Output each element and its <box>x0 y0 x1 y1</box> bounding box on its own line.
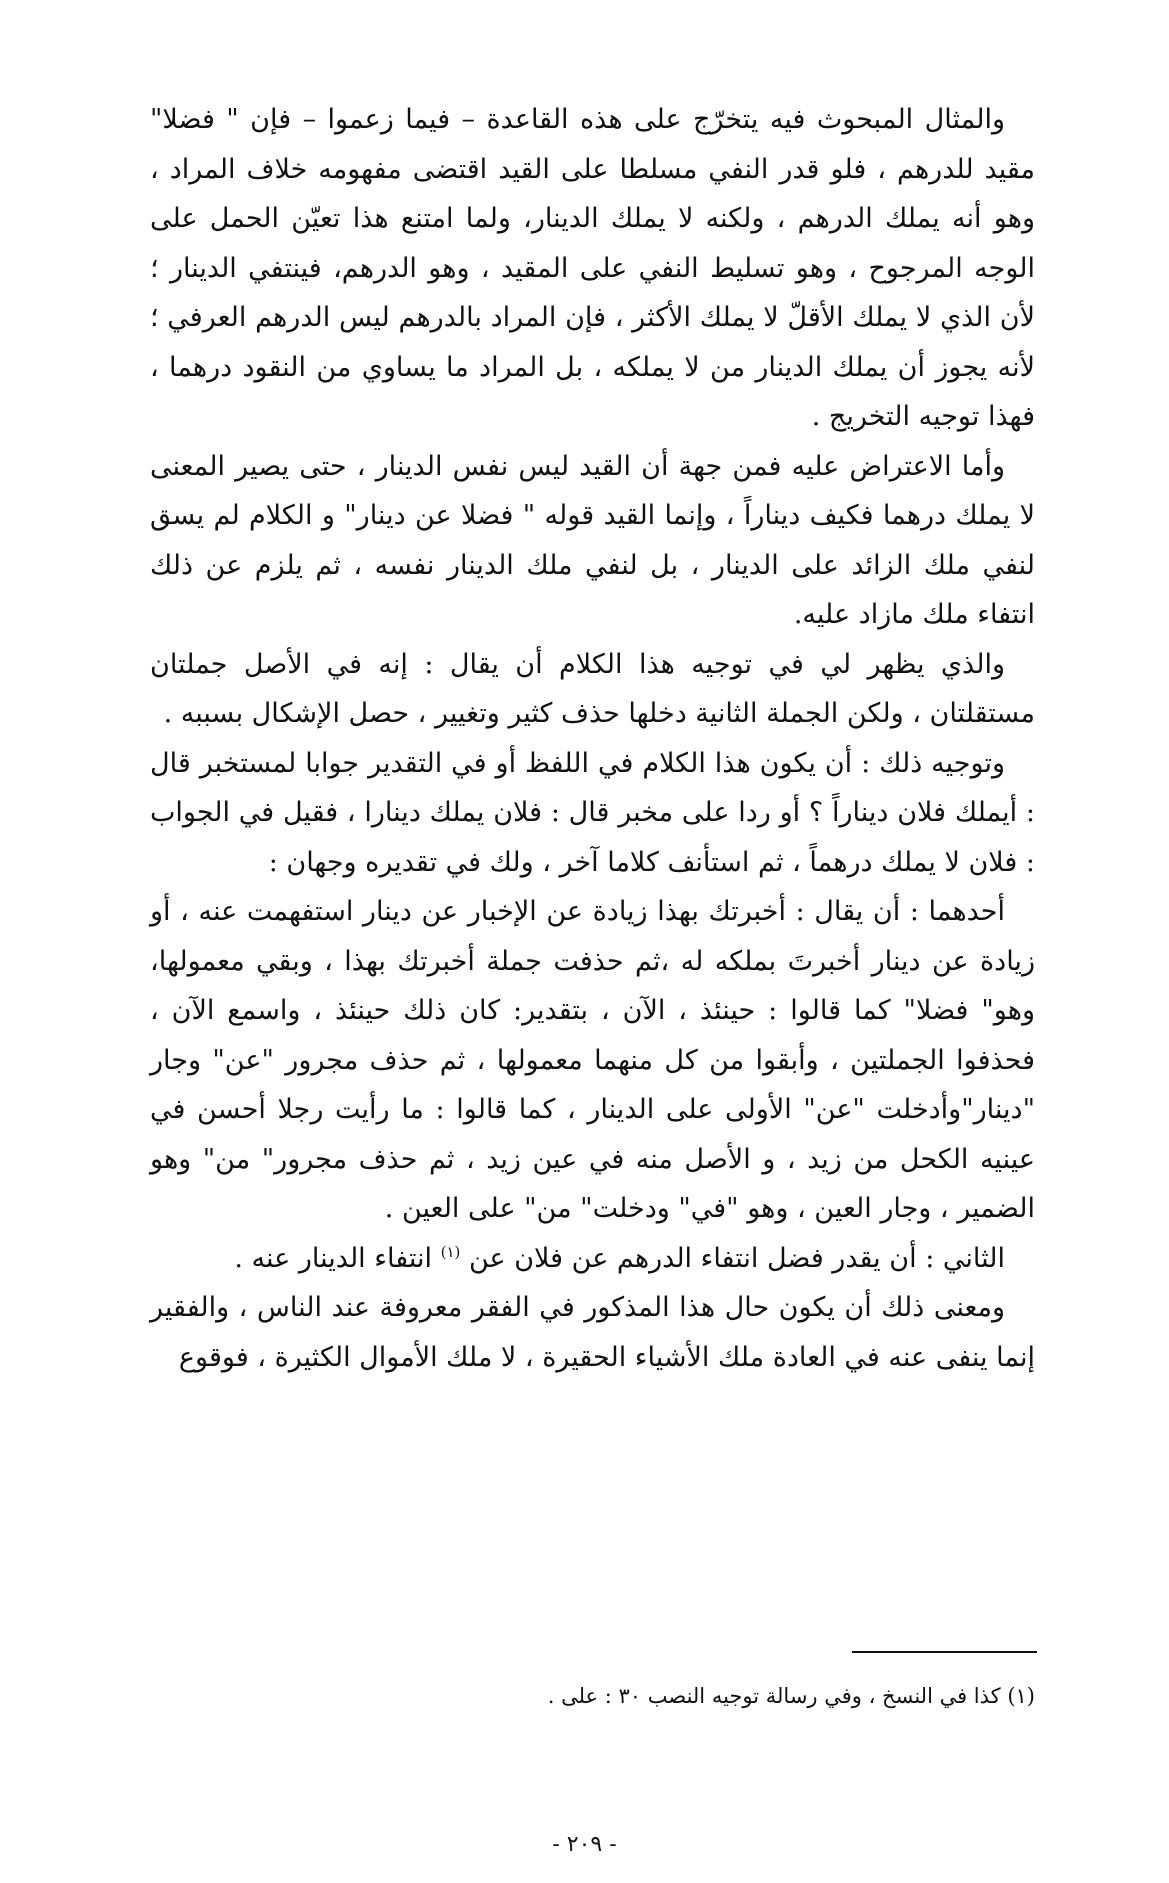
paragraph-justification: وتوجيه ذلك : أن يكون هذا الكلام في اللفظ أو في التقدير جوابا لمستخبر قال : أيملك فلان ديناراً ؟ أو ردا على مخبر قال : فلان يملك دينارا ، فقيل في الجواب : فلان لا يملك درهماً ، ثم استأنف كلاما آخر ، ولك في تقديره وجهان : <box>150 747 1035 878</box>
paragraph-first-aspect: أحدهما : أن يقال : أخبرتك بهذا زيادة عن الإخبار عن دينار استفهمت عنه ، أو زيادة عن دينار أخبرتَ بملكه له ،ثم حذفت جملة أخبرتك بهذا ، وبقي معمولها، وهو" فضلا" كما قالوا : حينئذ ، الآن ، بتقدير: كان ذلك حينئذ ، واسمع الآن ، فحذفوا الجملتين ، وأبقوا من كل منهما معمولها ، ثم حذف مجرور "عن" وجار "دينار"وأدخلت "عن" الأولى على الدينار ، كما قالوا : ما رأيت رجلا أحسن في عينيه الكحل من زيد ، و الأصل منه في عين زيد ، ثم حذف مجرور" من" وهو الضمير ، وجار العين ، وهو "في" ودخلت" من" على العين . <box>150 896 1035 1224</box>
second-aspect-text-after: انتفاء الدينار عنه . <box>234 1242 433 1274</box>
footnote: (١) كذا في النسخ ، وفي رسالة توجيه النصب ٣٠ : على . <box>547 1684 1035 1708</box>
page-number: - ٢٠٩ - <box>552 1832 617 1857</box>
paragraph-example-explanation: والمثال المبحوث فيه يتخرّج على هذه القاعدة – فيما زعموا – فإن " فضلا" مقيد للدرهم ، فلو قدر النفي مسلطا على القيد اقتضى مفهومه خلاف المراد ، وهو أنه يملك الدرهم ، ولكنه لا يملك الدينار، ولما امتنع هذا تعيّن الحمل على الوجه المرجوح ، وهو تسليط النفي على المقيد ، وهو الدرهم، فينتفي الدينار ؛ لأن الذي لا يملك الأقلّ لا يملك الأكثر ، فإن المراد بالدرهم ليس الدرهم العرفي ؛ لأنه يجوز أن يملك الدينار من لا يملكه ، بل المراد ما يساوي من النقود درهما ، فهذا توجيه التخريج . <box>150 104 1035 432</box>
paragraph-meaning: ومعنى ذلك أن يكون حال هذا المذكور في الفقر معروفة عند الناس ، والفقير إنما ينفى عنه في العادة ملك الأشياء الحقيرة ، لا ملك الأموال الكثيرة ، فوقوع <box>150 1292 1035 1373</box>
footnote-marker: (١) <box>440 1242 461 1261</box>
second-aspect-text-before: الثاني : أن يقدر فضل انتفاء الدرهم عن فلان عن <box>468 1242 1005 1274</box>
paragraph-second-aspect <box>150 1234 1035 1284</box>
footnote-divider <box>852 1651 1037 1653</box>
paragraph-author-view: والذي يظهر لي في توجيه هذا الكلام أن يقال : إنه في الأصل جملتان مستقلتان ، ولكن الجملة الثانية دخلها حذف كثير وتغيير ، حصل الإشكال بسببه . <box>150 648 1035 729</box>
paragraph-objection: وأما الاعتراض عليه فمن جهة أن القيد ليس نفس الدينار ، حتى يصير المعنى لا يملك درهما فكيف ديناراً ، وإنما القيد قوله " فضلا عن دينار" و الكلام لم يسق لنفي ملك الزائد على الدينار ، بل لنفي ملك الدينار نفسه ، ثم يلزم عن ذلك انتفاء ملك مازاد عليه. <box>150 450 1035 630</box>
main-text <box>150 95 1035 1382</box>
